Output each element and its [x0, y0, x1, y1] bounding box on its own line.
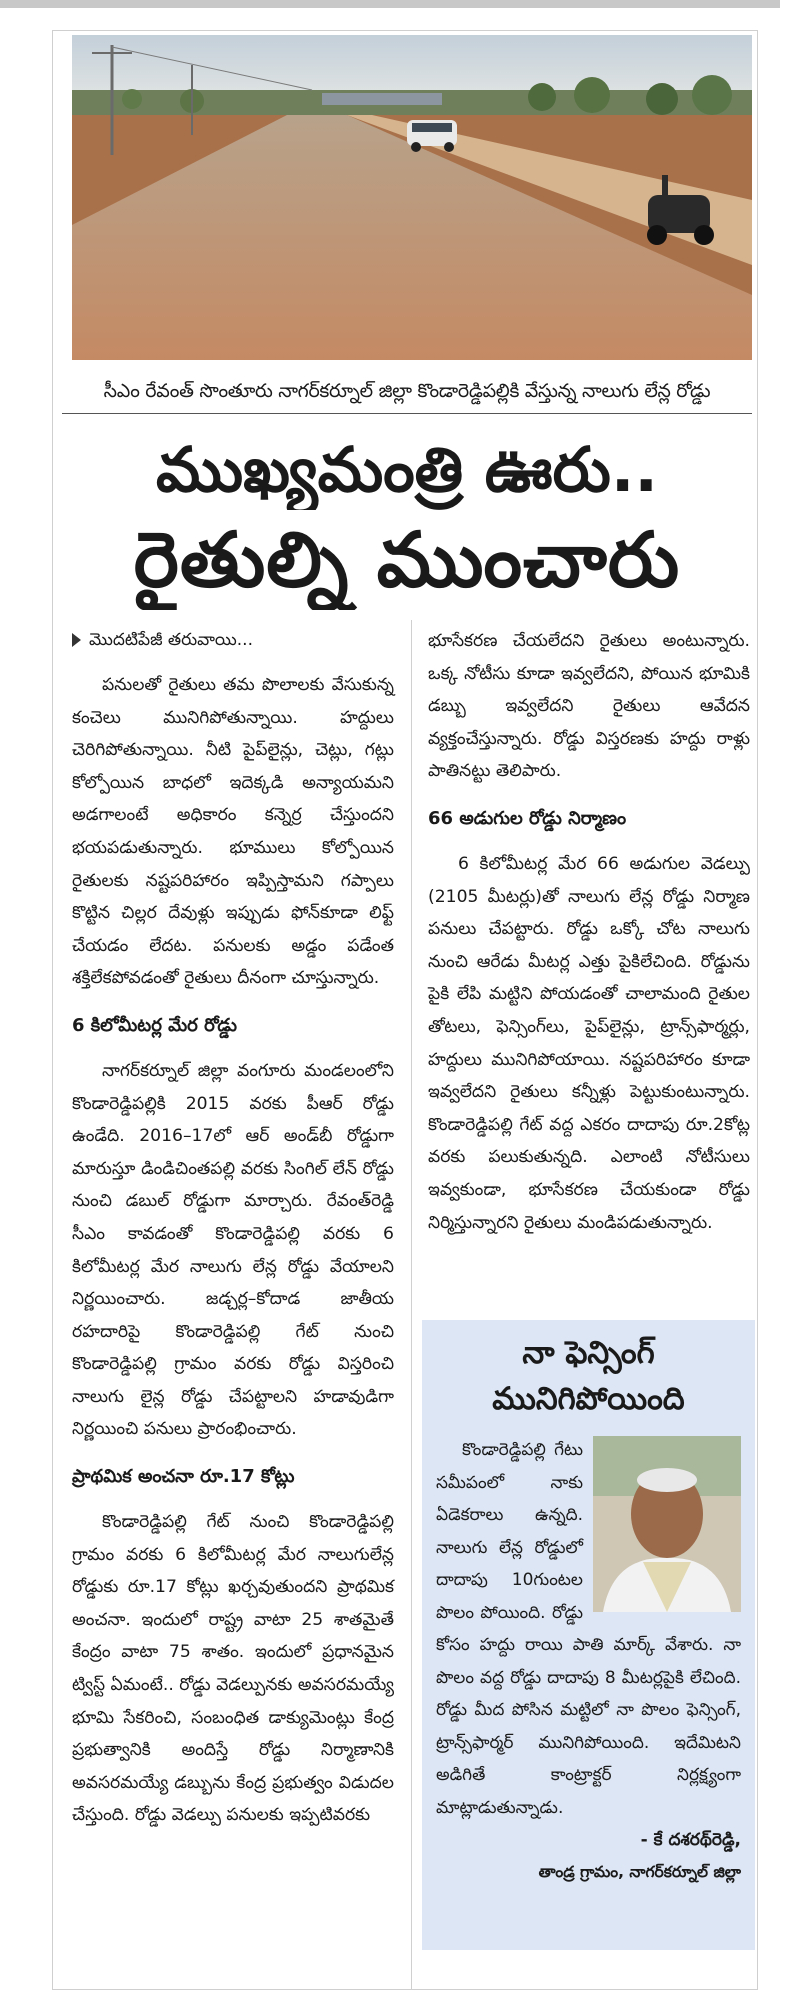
box-title-line-2: మునిగిపోయింది [492, 1381, 685, 1417]
paragraph: నాగర్‌కర్నూల్ జిల్లా వంగూరు మండలంలోని కొండారెడ్డిపల్లికి 2015 వరకు పీఆర్ రోడ్డు ఉండేది. 2016–17లో ఆర్ అండ్‌బీ రోడ్డుగా మారుస్తూ డిండిచింతపల్లి వరకు సింగిల్ లేన్ రోడ్డు నుంచి డబుల్ రోడ్డుగా మార్చారు. రేవంత్‌రెడ్డి సీఎం కావడంతో కొండారెడ్డిపల్లి వరకు 6 కిలోమీటర్ల మేర నాలుగు లేన్ల రోడ్డు వేయాలని నిర్ణయించారు. జడ్చర్ల–కోదాడ జాతీయ రహదారిపై కొండారెడ్డిపల్లి గేట్ నుంచి కొండారెడ్డిపల్లి గ్రామం వరకు రోడ్డు విస్తరించి నాలుగు లైన్ల రోడ్డు చేపట్టాలని హడావుడిగా నిర్ణయించి పనులు ప్రారంభించారు. [72, 1060, 394, 1440]
subheading: ప్రాథమిక అంచనా రూ.17 కోట్లు [72, 1466, 295, 1488]
quote-byline-place: తాండ్ర గ్రామం, నాగర్‌కర్నూల్ జిల్లా [538, 1863, 741, 1881]
right-column [428, 625, 750, 1247]
subheading: 6 కిలోమీటర్ల మేర రోడ్డు [72, 1014, 237, 1036]
headline-line-2: రైతుల్ని ముంచారు [133, 515, 681, 604]
column-divider [411, 620, 412, 1990]
continued-label: మొదటిపేజీ తరువాయి... [89, 630, 253, 650]
quote-text: కొండారెడ్డిపల్లి గేటు సమీపంలో నాకు ఏడెకరాలు ఉన్నది. నాలుగు లేన్ల రోడ్డులో దాదాపు 10గుంటల పొలం పోయింది. రోడ్డు కోసం హద్దు రాయి పాతి మార్క్ వేశారు. నా పొలం వద్ద రోడ్డు దాదాపు 8 మీటర్లపైకి లేచింది. రోడ్డు మీద పోసిన మట్టిలో నా పొలం ఫెన్సింగ్, ట్రాన్స్‌ఫార్మర్ మునిగిపోయింది. ఇదేమిటని అడిగితే కాంట్రాక్టర్ నిర్లక్ష్యంగా మాట్లాడుతున్నాడు. [436, 1440, 741, 1818]
paragraph: భూసేకరణ చేయలేదని రైతులు అంటున్నారు. ఒక్క నోటీసు కూడా ఇవ్వలేదని, పోయిన భూమికి డబ్బు ఇవ్వలేదని రైతులు ఆవేదన వ్యక్తంచేస్తున్నారు. రోడ్డు విస్తరణకు హద్దు రాళ్లు పాతినట్టు తెలిపారు. [428, 631, 750, 782]
paragraph: కొండారెడ్డిపల్లి గేట్ నుంచి కొండారెడ్డిపల్లి గ్రామం వరకు 6 కిలోమీటర్ల మేర నాలుగులేన్ల రోడ్డుకు రూ.17 కోట్లు ఖర్చవుతుందని ప్రాథమిక అంచనా. ఇందులో రాష్ట్ర వాటా 25 శాతమైతే కేంద్రం వాటా 75 శాతం. ఇందులో ప్రధానమైన ట్విస్ట్ ఏమంటే.. రోడ్డు వెడల్పునకు అవసరమయ్యే భూమి సేకరించి, సంబంధిత డాక్యుమెంట్లు కేంద్ర ప్రభుత్వానికి అందిస్తే రోడ్డు నిర్మాణానికి అవసరమయ్యే డబ్బును కేంద్ర ప్రభుత్వం విడుదల చేస్తుంది. రోడ్డు వెడల్పు పనులకు ఇప్పటివరకు [72, 1512, 395, 1826]
farmer-portrait [593, 1436, 741, 1612]
subheading: 66 అడుగుల రోడ్డు నిర్మాణం [428, 807, 627, 829]
continued-marker [72, 625, 394, 655]
paragraph: పనులతో రైతులు తమ పొలాలకు వేసుకున్న కంచెలు మునిగిపోతున్నాయి. హద్దులు చెరిగిపోతున్నాయి. నీటి పైప్‌లైన్లు, చెట్లు, గట్లు కోల్పోయిన బాధలో ఇదెక్కడి అన్యాయమని అడగాలంటే అధికారం కన్నెర్ర చేస్తుందని భయపడుతున్నారు. భూములు కోల్పోయిన రైతులకు నష్టపరిహారం ఇప్పిస్తామని గప్పాలు కొట్టిన చిల్లర దేవుళ్లు ఇప్పుడు ఫోన్‌కూడా లిఫ్ట్ చేయడం లేదట. పనులకు అడ్డం పడేంత శక్తిలేకపోవడంతో రైతులు దీనంగా చూస్తున్నారు. [72, 675, 394, 989]
paragraph: 6 కిలోమీటర్ల మేర 66 అడుగుల వెడల్పు (2105 మీటర్లు)తో నాలుగు లేన్ల రోడ్డు నిర్మాణ పనులు చేపట్టారు. రోడ్డు ఒక్కో చోట నాలుగు నుంచి ఆరేడు మీటర్ల ఎత్తు పైకిలేచింది. రోడ్డును పైకి లేపి మట్టిని పోయడంతో చాలామంది రైతుల తోటలు, ఫెన్సింగ్‌లు, పైప్‌లైన్లు, ట్రాన్స్‌ఫార్మర్లు, హద్దులు మునిగిపోయాయి. నష్టపరిహారం కూడా ఇవ్వలేదని రైతులు కన్నీళ్లు పెట్టుకుంటున్నారు. కొండారెడ్డిపల్లి గేట్ వద్ద ఎకరం దాదాపు రూ.2కోట్ల వరకు పలుకుతున్నది. ఎలాంటి నోటీసులు ఇవ్వకుండా, భూసేకరణ చేయకుండా రోడ్డు నిర్మిస్తున్నారని రైతులు మండిపడుతున్నారు. [428, 853, 750, 1233]
top-bar [0, 0, 780, 8]
box-body [436, 1434, 741, 1824]
triangle-arrow-icon [72, 633, 81, 647]
left-column [72, 625, 394, 1840]
farmer-quote-box [422, 1320, 755, 1950]
quote-byline-name: - కే దశరథ్‌రెడ్డి, [640, 1830, 741, 1850]
headline-line-1: ముఖ్యమంత్రి ఊరు.. [156, 433, 658, 506]
box-title-line-1: నా ఫెన్సింగ్ [522, 1335, 655, 1371]
photo-caption: సీఎం రేవంత్ సొంతూరు నాగర్‌కర్నూల్ జిల్లా కొండారెడ్డిపల్లికి వేస్తున్న నాలుగు లేన్ల రోడ్డు [62, 368, 752, 414]
road-photo [72, 35, 752, 360]
